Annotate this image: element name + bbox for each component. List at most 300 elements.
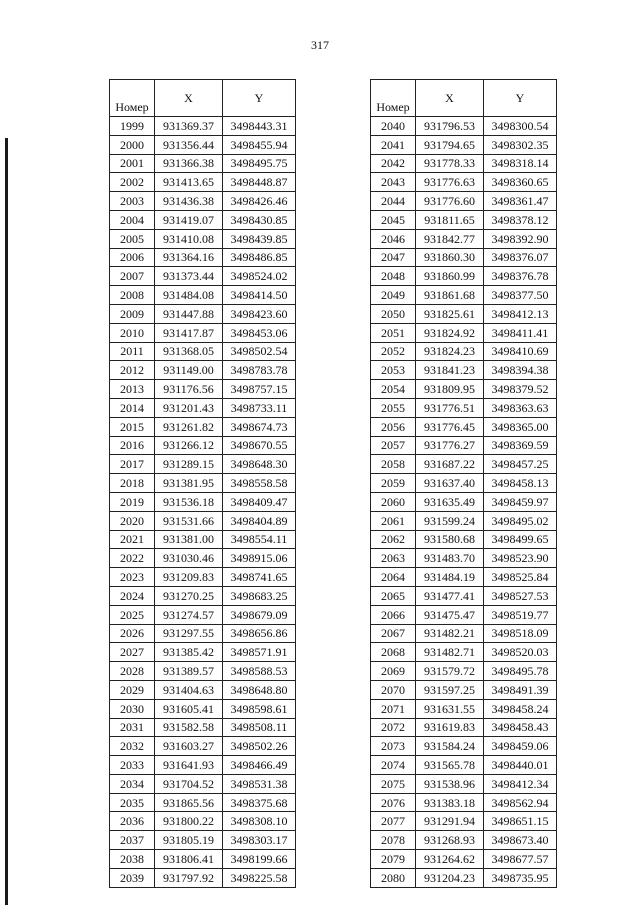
cell-x: 931531.66 — [155, 511, 223, 530]
cell-y: 3498225.58 — [223, 868, 296, 887]
cell-y: 3498733.11 — [223, 398, 296, 417]
table-row — [371, 210, 557, 229]
table-row — [110, 530, 296, 549]
cell-y: 3498318.14 — [484, 154, 557, 173]
cell-number: 2060 — [371, 492, 416, 511]
cell-x: 931385.42 — [155, 643, 223, 662]
header-number: Номер — [110, 80, 155, 117]
cell-x: 931381.95 — [155, 474, 223, 493]
cell-y: 3498376.78 — [484, 267, 557, 286]
cell-y: 3498783.78 — [223, 361, 296, 380]
cell-number: 2079 — [371, 850, 416, 869]
cell-x: 931806.41 — [155, 850, 223, 869]
table-row — [371, 624, 557, 643]
cell-y: 3498562.94 — [484, 793, 557, 812]
cell-number: 2019 — [110, 492, 155, 511]
table-row — [110, 342, 296, 361]
cell-number: 2040 — [371, 117, 416, 136]
cell-y: 3498303.17 — [223, 831, 296, 850]
cell-x: 931274.57 — [155, 605, 223, 624]
cell-number: 2051 — [371, 323, 416, 342]
cell-x: 931825.61 — [416, 304, 484, 323]
cell-x: 931389.57 — [155, 662, 223, 681]
cell-number: 2026 — [110, 624, 155, 643]
cell-number: 2045 — [371, 210, 416, 229]
table-row — [110, 549, 296, 568]
table-row — [110, 605, 296, 624]
cell-y: 3498554.11 — [223, 530, 296, 549]
cell-number: 2001 — [110, 154, 155, 173]
table-row — [371, 154, 557, 173]
cell-y: 3498369.59 — [484, 436, 557, 455]
cell-x: 931176.56 — [155, 380, 223, 399]
cell-number: 2035 — [110, 793, 155, 812]
cell-number: 2039 — [110, 868, 155, 887]
cell-x: 931776.27 — [416, 436, 484, 455]
cell-number: 2038 — [110, 850, 155, 869]
table-row — [371, 267, 557, 286]
cell-number: 2049 — [371, 286, 416, 305]
cell-x: 931484.19 — [416, 568, 484, 587]
table-row — [110, 586, 296, 605]
table-row — [371, 718, 557, 737]
table-row — [110, 680, 296, 699]
table-row — [371, 812, 557, 831]
cell-y: 3498519.77 — [484, 605, 557, 624]
cell-y: 3498412.13 — [484, 304, 557, 323]
cell-x: 931579.72 — [416, 662, 484, 681]
table-row — [110, 154, 296, 173]
cell-y: 3498520.03 — [484, 643, 557, 662]
cell-number: 2073 — [371, 737, 416, 756]
cell-y: 3498495.75 — [223, 154, 296, 173]
cell-x: 931603.27 — [155, 737, 223, 756]
table-row — [371, 605, 557, 624]
cell-y: 3498414.50 — [223, 286, 296, 305]
table-row — [371, 192, 557, 211]
cell-y: 3498648.80 — [223, 680, 296, 699]
cell-number: 2008 — [110, 286, 155, 305]
header-x: X — [416, 80, 484, 117]
cell-number: 2074 — [371, 756, 416, 775]
cell-x: 931291.94 — [416, 812, 484, 831]
cell-number: 2003 — [110, 192, 155, 211]
cell-x: 931201.43 — [155, 398, 223, 417]
cell-number: 2064 — [371, 568, 416, 587]
cell-x: 931369.37 — [155, 117, 223, 136]
cell-x: 931687.22 — [416, 455, 484, 474]
cell-y: 3498518.09 — [484, 624, 557, 643]
cell-number: 2070 — [371, 680, 416, 699]
table-row — [110, 436, 296, 455]
cell-number: 2069 — [371, 662, 416, 681]
cell-number: 2068 — [371, 643, 416, 662]
cell-y: 3498361.47 — [484, 192, 557, 211]
cell-number: 2078 — [371, 831, 416, 850]
cell-x: 931797.92 — [155, 868, 223, 887]
cell-y: 3498558.58 — [223, 474, 296, 493]
cell-y: 3498670.55 — [223, 436, 296, 455]
cell-x: 931860.30 — [416, 248, 484, 267]
cell-number: 2024 — [110, 586, 155, 605]
table-row — [371, 643, 557, 662]
page-number: 317 — [311, 38, 329, 52]
cell-number: 2071 — [371, 699, 416, 718]
cell-x: 931809.95 — [416, 380, 484, 399]
table-row — [371, 831, 557, 850]
cell-number: 2029 — [110, 680, 155, 699]
cell-x: 931366.38 — [155, 154, 223, 173]
cell-x: 931436.38 — [155, 192, 223, 211]
table-row — [110, 699, 296, 718]
table-row — [371, 774, 557, 793]
cell-y: 3498459.06 — [484, 737, 557, 756]
header-x: X — [155, 80, 223, 117]
cell-y: 3498404.89 — [223, 511, 296, 530]
table-row — [371, 417, 557, 436]
cell-y: 3498491.39 — [484, 680, 557, 699]
cell-y: 3498457.25 — [484, 455, 557, 474]
cell-x: 931381.00 — [155, 530, 223, 549]
cell-y: 3498448.87 — [223, 173, 296, 192]
cell-number: 2017 — [110, 455, 155, 474]
cell-number: 1999 — [110, 117, 155, 136]
table-row — [371, 398, 557, 417]
cell-number: 2013 — [110, 380, 155, 399]
table-row — [110, 323, 296, 342]
table-row — [110, 737, 296, 756]
cell-y: 3498466.49 — [223, 756, 296, 775]
cell-x: 931776.63 — [416, 173, 484, 192]
cell-number: 2037 — [110, 831, 155, 850]
cell-x: 931484.08 — [155, 286, 223, 305]
cell-x: 931776.45 — [416, 417, 484, 436]
table-row — [110, 192, 296, 211]
cell-x: 931373.44 — [155, 267, 223, 286]
table-row — [110, 812, 296, 831]
table-row — [371, 229, 557, 248]
cell-y: 3498439.85 — [223, 229, 296, 248]
cell-number: 2023 — [110, 568, 155, 587]
cell-x: 931364.16 — [155, 248, 223, 267]
table-row — [371, 680, 557, 699]
cell-number: 2004 — [110, 210, 155, 229]
cell-x: 931861.68 — [416, 286, 484, 305]
cell-y: 3498459.97 — [484, 492, 557, 511]
cell-number: 2055 — [371, 398, 416, 417]
header-number: Номер — [371, 80, 416, 117]
table-row — [110, 850, 296, 869]
cell-y: 3498502.26 — [223, 737, 296, 756]
cell-y: 3498453.06 — [223, 323, 296, 342]
table-row — [110, 173, 296, 192]
cell-x: 931860.99 — [416, 267, 484, 286]
table-row — [371, 135, 557, 154]
cell-number: 2052 — [371, 342, 416, 361]
cell-number: 2021 — [110, 530, 155, 549]
cell-x: 931482.21 — [416, 624, 484, 643]
cell-number: 2046 — [371, 229, 416, 248]
cell-number: 2025 — [110, 605, 155, 624]
cell-y: 3498365.00 — [484, 417, 557, 436]
table-row — [371, 850, 557, 869]
cell-number: 2054 — [371, 380, 416, 399]
cell-number: 2063 — [371, 549, 416, 568]
cell-y: 3498376.07 — [484, 248, 557, 267]
cell-y: 3498499.65 — [484, 530, 557, 549]
table-row — [371, 699, 557, 718]
cell-x: 931477.41 — [416, 586, 484, 605]
table-row — [110, 492, 296, 511]
cell-x: 931582.58 — [155, 718, 223, 737]
table-row — [371, 511, 557, 530]
cell-x: 931580.68 — [416, 530, 484, 549]
cell-number: 2061 — [371, 511, 416, 530]
cell-y: 3498651.15 — [484, 812, 557, 831]
cell-x: 931805.19 — [155, 831, 223, 850]
cell-x: 931584.24 — [416, 737, 484, 756]
table-row — [371, 793, 557, 812]
cell-number: 2002 — [110, 173, 155, 192]
table-row — [110, 662, 296, 681]
header-y: Y — [223, 80, 296, 117]
cell-y: 3498757.15 — [223, 380, 296, 399]
cell-number: 2072 — [371, 718, 416, 737]
cell-x: 931536.18 — [155, 492, 223, 511]
cell-x: 931776.60 — [416, 192, 484, 211]
cell-x: 931030.46 — [155, 549, 223, 568]
table-row — [371, 737, 557, 756]
cell-x: 931419.07 — [155, 210, 223, 229]
cell-y: 3498458.13 — [484, 474, 557, 493]
cell-x: 931410.08 — [155, 229, 223, 248]
cell-number: 2027 — [110, 643, 155, 662]
cell-x: 931447.88 — [155, 304, 223, 323]
cell-y: 3498443.31 — [223, 117, 296, 136]
cell-number: 2032 — [110, 737, 155, 756]
cell-x: 931417.87 — [155, 323, 223, 342]
cell-x: 931538.96 — [416, 774, 484, 793]
cell-y: 3498440.01 — [484, 756, 557, 775]
cell-x: 931778.33 — [416, 154, 484, 173]
cell-x: 931842.77 — [416, 229, 484, 248]
cell-y: 3498300.54 — [484, 117, 557, 136]
cell-y: 3498458.43 — [484, 718, 557, 737]
table-row — [110, 774, 296, 793]
cell-number: 2041 — [371, 135, 416, 154]
cell-y: 3498394.38 — [484, 361, 557, 380]
cell-number: 2050 — [371, 304, 416, 323]
table-row — [371, 173, 557, 192]
cell-y: 3498412.34 — [484, 774, 557, 793]
cell-y: 3498915.06 — [223, 549, 296, 568]
cell-number: 2016 — [110, 436, 155, 455]
table-row — [371, 868, 557, 887]
cell-number: 2033 — [110, 756, 155, 775]
cell-number: 2018 — [110, 474, 155, 493]
cell-number: 2012 — [110, 361, 155, 380]
cell-x: 931599.24 — [416, 511, 484, 530]
cell-y: 3498588.53 — [223, 662, 296, 681]
table-row — [371, 568, 557, 587]
cell-x: 931619.83 — [416, 718, 484, 737]
table-row — [110, 624, 296, 643]
cell-x: 931368.05 — [155, 342, 223, 361]
cell-y: 3498458.24 — [484, 699, 557, 718]
table-row — [371, 586, 557, 605]
cell-y: 3498455.94 — [223, 135, 296, 154]
table-row — [371, 248, 557, 267]
cell-x: 931270.25 — [155, 586, 223, 605]
cell-x: 931356.44 — [155, 135, 223, 154]
cell-y: 3498571.91 — [223, 643, 296, 662]
cell-number: 2077 — [371, 812, 416, 831]
table-row — [371, 662, 557, 681]
table-row — [371, 304, 557, 323]
cell-x: 931776.51 — [416, 398, 484, 417]
cell-y: 3498495.78 — [484, 662, 557, 681]
table-row — [110, 248, 296, 267]
binding-margin-line — [5, 138, 8, 905]
cell-x: 931824.92 — [416, 323, 484, 342]
cell-y: 3498735.95 — [484, 868, 557, 887]
table-row — [110, 229, 296, 248]
cell-number: 2065 — [371, 586, 416, 605]
table-row — [371, 530, 557, 549]
table-header-row — [110, 80, 296, 117]
table-row — [110, 474, 296, 493]
cell-x: 931482.71 — [416, 643, 484, 662]
cell-x: 931264.62 — [416, 850, 484, 869]
cell-y: 3498411.41 — [484, 323, 557, 342]
cell-x: 931824.23 — [416, 342, 484, 361]
cell-y: 3498524.02 — [223, 267, 296, 286]
cell-y: 3498410.69 — [484, 342, 557, 361]
coordinates-table-left — [109, 79, 296, 888]
table-row — [110, 831, 296, 850]
cell-y: 3498430.85 — [223, 210, 296, 229]
cell-y: 3498677.57 — [484, 850, 557, 869]
table-row — [110, 380, 296, 399]
cell-number: 2007 — [110, 267, 155, 286]
cell-number: 2075 — [371, 774, 416, 793]
cell-x: 931605.41 — [155, 699, 223, 718]
cell-x: 931841.23 — [416, 361, 484, 380]
cell-number: 2031 — [110, 718, 155, 737]
table-row — [110, 304, 296, 323]
cell-y: 3498679.09 — [223, 605, 296, 624]
cell-x: 931475.47 — [416, 605, 484, 624]
cell-x: 931261.82 — [155, 417, 223, 436]
cell-y: 3498523.90 — [484, 549, 557, 568]
cell-number: 2047 — [371, 248, 416, 267]
cell-y: 3498360.65 — [484, 173, 557, 192]
cell-number: 2042 — [371, 154, 416, 173]
cell-x: 931297.55 — [155, 624, 223, 643]
cell-y: 3498409.47 — [223, 492, 296, 511]
cell-y: 3498423.60 — [223, 304, 296, 323]
cell-y: 3498377.50 — [484, 286, 557, 305]
cell-y: 3498378.12 — [484, 210, 557, 229]
cell-number: 2058 — [371, 455, 416, 474]
cell-y: 3498495.02 — [484, 511, 557, 530]
cell-y: 3498674.73 — [223, 417, 296, 436]
table-row — [371, 286, 557, 305]
cell-number: 2043 — [371, 173, 416, 192]
cell-y: 3498531.38 — [223, 774, 296, 793]
table-row — [371, 455, 557, 474]
table-header-row — [371, 80, 557, 117]
header-y: Y — [484, 80, 557, 117]
table-row — [371, 756, 557, 775]
cell-y: 3498683.25 — [223, 586, 296, 605]
cell-y: 3498508.11 — [223, 718, 296, 737]
table-row — [371, 380, 557, 399]
cell-y: 3498741.65 — [223, 568, 296, 587]
cell-number: 2044 — [371, 192, 416, 211]
table-row — [371, 549, 557, 568]
cell-x: 931149.00 — [155, 361, 223, 380]
cell-y: 3498363.63 — [484, 398, 557, 417]
cell-number: 2020 — [110, 511, 155, 530]
table-row — [110, 455, 296, 474]
cell-number: 2006 — [110, 248, 155, 267]
table-row — [110, 643, 296, 662]
cell-number: 2048 — [371, 267, 416, 286]
cell-y: 3498527.53 — [484, 586, 557, 605]
cell-x: 931266.12 — [155, 436, 223, 455]
table-row — [110, 718, 296, 737]
cell-number: 2028 — [110, 662, 155, 681]
cell-x: 931635.49 — [416, 492, 484, 511]
cell-number: 2000 — [110, 135, 155, 154]
cell-number: 2036 — [110, 812, 155, 831]
cell-x: 931204.23 — [416, 868, 484, 887]
cell-number: 2005 — [110, 229, 155, 248]
table-row — [110, 361, 296, 380]
cell-number: 2057 — [371, 436, 416, 455]
cell-y: 3498302.35 — [484, 135, 557, 154]
table-row — [110, 511, 296, 530]
table-row — [110, 210, 296, 229]
table-row — [110, 135, 296, 154]
cell-x: 931209.83 — [155, 568, 223, 587]
cell-x: 931794.65 — [416, 135, 484, 154]
cell-x: 931641.93 — [155, 756, 223, 775]
cell-x: 931483.70 — [416, 549, 484, 568]
cell-number: 2014 — [110, 398, 155, 417]
cell-x: 931268.93 — [416, 831, 484, 850]
cell-x: 931811.65 — [416, 210, 484, 229]
table-row — [110, 398, 296, 417]
coordinates-table-right — [370, 79, 557, 888]
cell-number: 2056 — [371, 417, 416, 436]
cell-number: 2053 — [371, 361, 416, 380]
cell-y: 3498375.68 — [223, 793, 296, 812]
cell-x: 931637.40 — [416, 474, 484, 493]
cell-x: 931796.53 — [416, 117, 484, 136]
table-row — [371, 436, 557, 455]
table-row — [110, 756, 296, 775]
cell-y: 3498308.10 — [223, 812, 296, 831]
table-row — [371, 492, 557, 511]
cell-y: 3498673.40 — [484, 831, 557, 850]
cell-number: 2059 — [371, 474, 416, 493]
cell-number: 2015 — [110, 417, 155, 436]
table-row — [110, 793, 296, 812]
cell-x: 931404.63 — [155, 680, 223, 699]
table-row — [110, 117, 296, 136]
